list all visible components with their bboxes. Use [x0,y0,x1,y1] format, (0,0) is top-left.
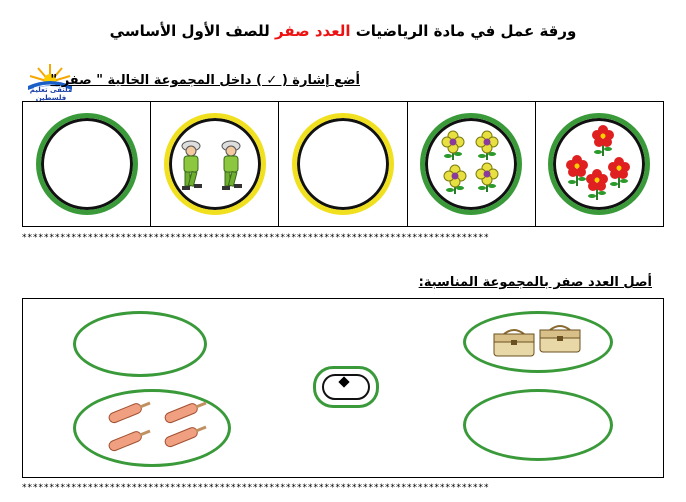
sets-table [22,101,664,227]
empty-set-ring-yellow[interactable] [292,113,394,215]
title-part2: للصف الأول الأساسي [109,22,270,40]
yellow-flowers-set-ring[interactable] [420,113,522,215]
matching-box [22,298,664,478]
instruction-1: أضع إشارة ( ✓ ) داخل المجموعة الخالية " صفر " [50,73,360,88]
set-cell-empty-yellow[interactable] [278,102,406,226]
separator-2: ************************************************************************************* [22,483,490,493]
empty-set-ring[interactable] [36,113,138,215]
yellow-flowers-icon [425,118,517,210]
title-part1: ورقة عمل في مادة الرياضيات [355,22,577,40]
group-bags[interactable] [463,311,613,373]
group-empty-left[interactable] [73,311,207,377]
firefighters-icon [169,118,261,210]
group-popsicles[interactable] [73,389,231,467]
instruction-2: أصل العدد صفر بالمجموعة المناسبة: [418,275,652,290]
page-title [0,22,686,40]
set-cell-firefighters[interactable] [150,102,278,226]
red-flowers-icon [553,118,645,210]
title-highlight: العدد صفر [275,22,351,40]
set-cell-yellow-flowers[interactable] [407,102,535,226]
popsicles-icon [76,392,228,464]
logo-caption: ملتقى تعليم فلسطين [29,86,73,102]
red-flowers-set-ring[interactable] [548,113,650,215]
group-empty-right[interactable] [463,389,613,461]
firefighters-set-ring[interactable] [164,113,266,215]
school-bags-icon [466,314,610,370]
zero-number-box[interactable] [313,366,379,408]
set-cell-empty-green[interactable] [23,102,150,226]
separator-1: ************************************************************************************* [22,233,490,243]
set-cell-red-flowers[interactable] [535,102,663,226]
